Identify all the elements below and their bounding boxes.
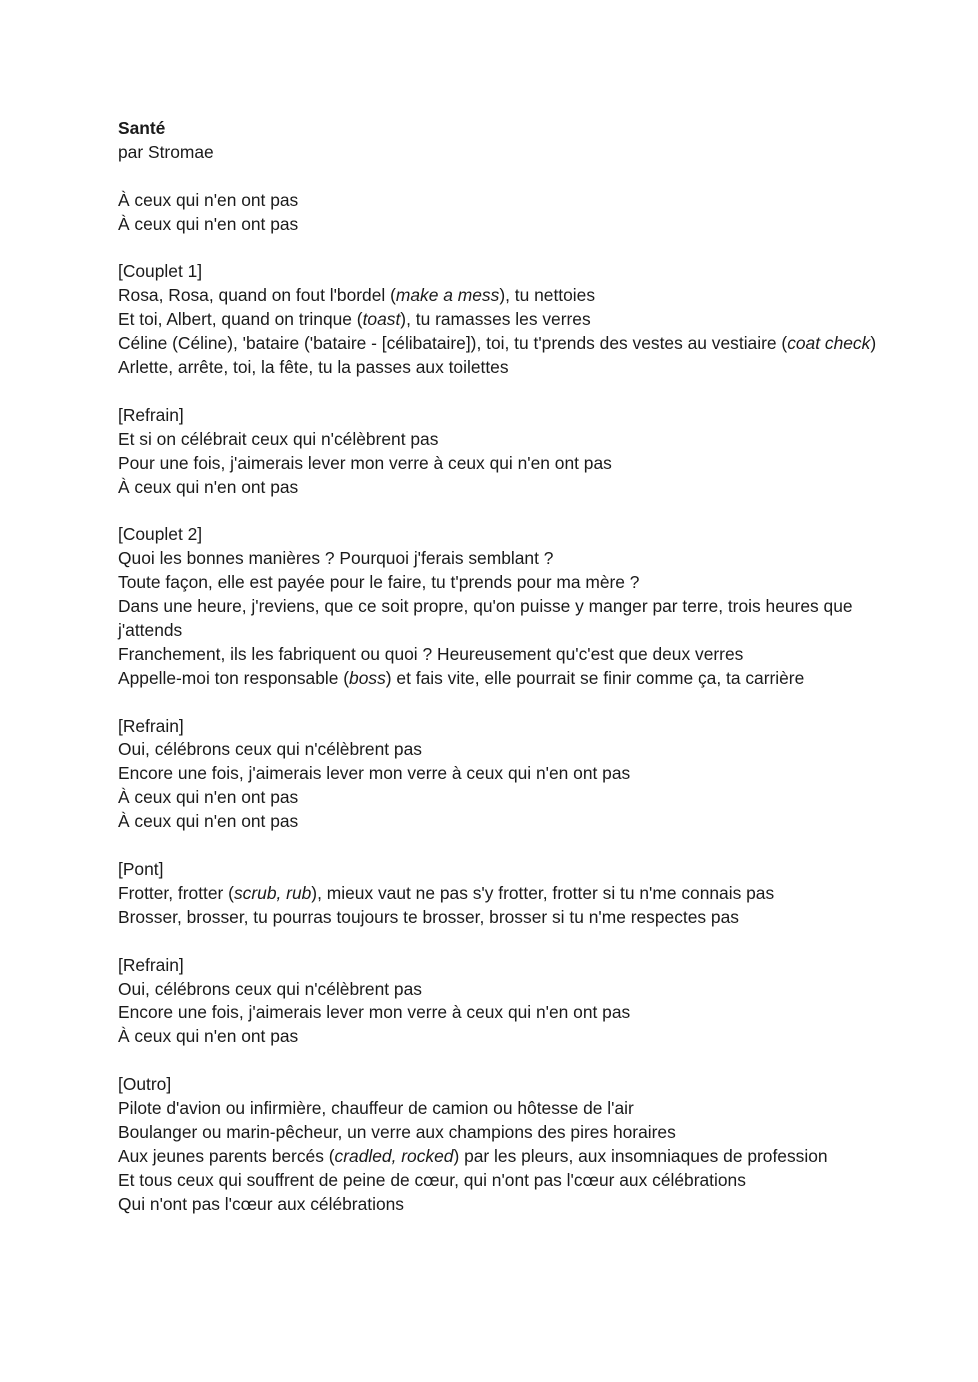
section-label-couplet-2: [Couplet 2] [118,524,203,545]
section-label-pont: [Pont] [118,859,164,879]
lyric-text: ) et fais vite, elle pourrait se finir comme ça, ta carrière [385,667,805,688]
section-label-refrain: [Refrain] [118,404,184,425]
lyric-line: Brosser, brosser, tu pourras toujours te brosser, brosser si tu n'me respectes pas [118,906,739,927]
lyric-line: À ceux qui n'en ont pas [118,811,299,832]
lyric-line [118,308,878,332]
lyric-text: ) [870,333,877,354]
lyric-line: Dans une heure, j'reviens, que ce soit propre, qu'on puisse y manger par terre, trois heures que j'attends [118,596,853,640]
section-label-refrain: [Refrain] [118,954,184,975]
lyric-text: ), tu nettoies [499,285,596,306]
lyric-text: Aux jeunes parents bercés ( [118,1145,335,1166]
lyric-line: Pour une fois, j'aimerais lever mon verre à ceux qui n'en ont pas [118,452,612,473]
lyric-line: Arlette, arrête, toi, la fête, tu la passes aux toilettes [118,357,509,378]
lyric-text: Céline (Céline), 'bataire ('bataire - [célibataire]), toi, tu t'prends des vestes au vestiaire ( [118,333,788,354]
lyric-line: Oui, célébrons ceux qui n'célèbrent pas [118,978,422,999]
lyric-text: Rosa, Rosa, quand on fout l'bordel ( [118,285,396,306]
lyric-line: À ceux qui n'en ont pas [118,1026,299,1047]
section-label-refrain: [Refrain] [118,715,184,736]
lyric-line: Quoi les bonnes manières ? Pourquoi j'ferais semblant ? [118,548,554,569]
lyric-line: Encore une fois, j'aimerais lever mon verre à ceux qui n'en ont pas [118,763,631,784]
spacer [118,691,878,715]
lyric-text: ), tu ramasses les verres [400,309,591,330]
lyric-line: Et si on célébrait ceux qui n'célèbrent pas [118,428,439,449]
lyric-line: Qui n'ont pas l'cœur aux célébrations [118,1193,404,1214]
lyric-line: À ceux qui n'en ont pas [118,476,299,497]
spacer [118,499,878,523]
song-title: Santé [118,118,166,138]
spacer [118,380,878,404]
song-byline: par Stromae [118,141,214,162]
lyric-line: Franchement, ils les fabriquent ou quoi ? Heureusement qu'c'est que deux verres [118,643,744,664]
lyric-line [118,667,878,691]
translation-gloss: make a mess [395,285,500,306]
lyric-line: À ceux qui n'en ont pas [118,787,299,808]
lyric-line: Et tous ceux qui souffrent de peine de cœur, qui n'ont pas l'cœur aux célébrations [118,1169,746,1190]
lyric-text: Frotter, frotter ( [118,882,234,903]
lyrics-document [118,117,878,1217]
translation-gloss: boss [349,667,386,688]
lyric-line: Toute façon, elle est payée pour le faire, tu t'prends pour ma mère ? [118,572,640,593]
lyric-text: Et toi, Albert, quand on trinque ( [118,309,363,330]
lyric-line: Encore une fois, j'aimerais lever mon verre à ceux qui n'en ont pas [118,1002,631,1023]
spacer [118,165,878,189]
spacer [118,930,878,954]
lyric-line [118,1145,878,1169]
translation-gloss: cradled, rocked [334,1145,454,1166]
lyric-line [118,882,878,906]
lyric-line [118,332,878,356]
translation-gloss: coat check [787,333,871,354]
lyric-line: Oui, célébrons ceux qui n'célèbrent pas [118,739,422,760]
lyric-text: Appelle-moi ton responsable ( [118,667,350,688]
lyric-line: Boulanger ou marin-pêcheur, un verre aux champions des pires horaires [118,1121,676,1142]
section-label-outro: [Outro] [118,1074,172,1095]
translation-gloss: scrub, rub [233,882,312,903]
lyric-text: ), mieux vaut ne pas s'y frotter, frotter si tu n'me connais pas [311,882,775,903]
spacer [118,237,878,261]
translation-gloss: toast [362,309,401,330]
intro-line: À ceux qui n'en ont pas [118,213,299,234]
lyric-text: ) par les pleurs, aux insomniaques de profession [453,1145,828,1166]
intro-line: À ceux qui n'en ont pas [118,189,299,210]
section-label-couplet-1: [Couplet 1] [118,261,203,282]
spacer [118,834,878,858]
lyric-line: Pilote d'avion ou infirmière, chauffeur de camion ou hôtesse de l'air [118,1098,634,1119]
lyric-line [118,284,878,308]
spacer [118,1049,878,1073]
